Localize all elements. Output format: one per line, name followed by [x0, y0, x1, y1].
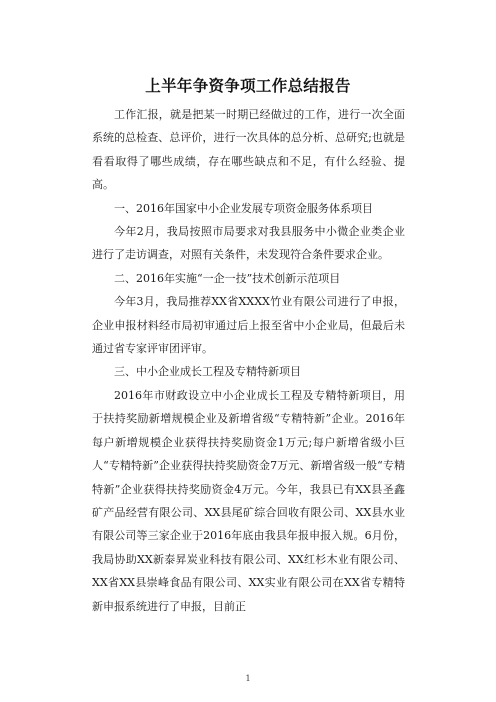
paragraph-section-1: 今年2月，我局按照市局要求对我县服务中小微企业类企业进行了走访调查，对照有关条件，未发现符合条件要求企业。: [92, 225, 405, 262]
section-heading-3: 三、中小企业成长工程及专精特新项目: [114, 365, 301, 379]
paragraph-section-2: 今年3月，我局推荐XX省XXXX竹业有限公司进行了申报，企业申报材料经市局初审通过后上报至省中小企业局，但最后未通过省专家评审团评审。: [92, 295, 405, 356]
document-body: [92, 103, 405, 618]
document-title: 上半年争资争项工作总结报告: [145, 76, 351, 95]
section-heading-1: 一、2016年国家中小企业发展专项资金服务体系项目: [114, 201, 373, 215]
paragraph-section-3: 2016年市财政设立中小企业成长工程及专精特新项目，用于扶持奖励新增规模企业及新增省级“专精特新”企业。2016年每户新增规模企业获得扶持奖励资金1万元;每户新增省级小巨人“专精特新”企业获得扶持奖励资金7万元、新增省级一般“专精特新”企业获得扶持奖励资金4万元。今年，我县已有XX县圣鑫矿产品经营有限公司、XX县尾矿综合回收有限公司、XX县水业有限公司等三家企业于2016年底由我县年报申报入规。6月份，我局协助XX新泰昇炭业科技有限公司、XX红杉木业有限公司、XX省XX县崇峰食品有限公司、XX实业有限公司在XX省专精特新申报系统进行了申报，目前正: [92, 388, 405, 613]
section-heading-2: 二、2016年实施“一企一技”技术创新示范项目: [114, 271, 341, 285]
page-number: 1: [245, 674, 251, 683]
paragraph-intro: 工作汇报，就是把某一时期已经做过的工作，进行一次全面系统的总检查、总评价，进行一次具体的总分析、总研究;也就是看看取得了哪些成绩，存在哪些缺点和不足，有什么经验、提高。: [92, 108, 405, 192]
